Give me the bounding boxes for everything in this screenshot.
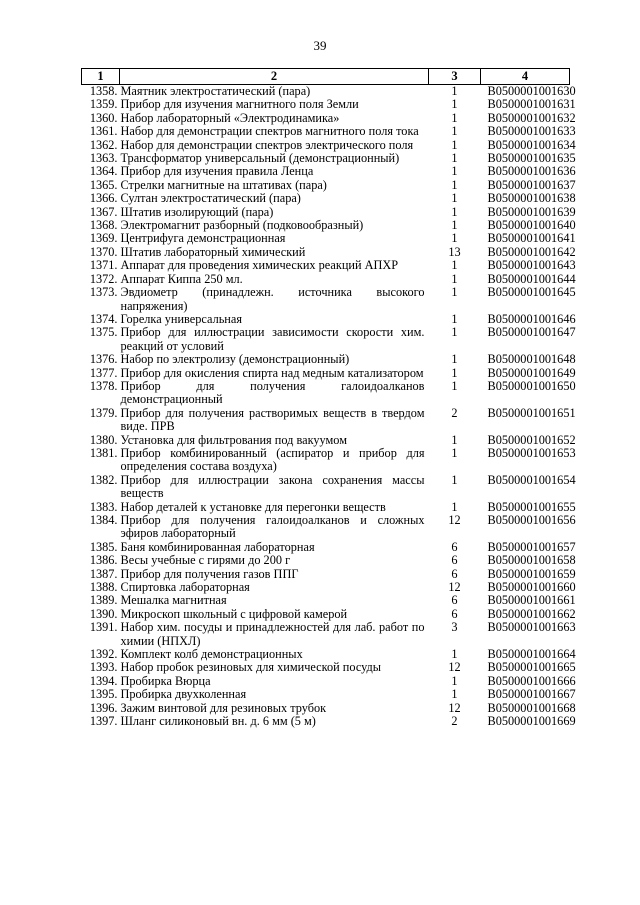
item-quantity: 1 xyxy=(451,499,458,514)
table-row xyxy=(82,219,570,232)
item-number: 1397. xyxy=(89,714,118,729)
item-number: 1390. xyxy=(89,606,118,621)
item-number: 1392. xyxy=(89,647,118,662)
item-quantity: 13 xyxy=(448,244,461,259)
item-number: 1388. xyxy=(89,580,118,595)
item-code: B0500001001634 xyxy=(487,137,576,152)
table-row xyxy=(82,326,570,353)
item-name: Стрелки магнитные на штативах (пара) xyxy=(120,177,327,192)
item-name: Прибор для изучения правила Ленца xyxy=(120,164,314,179)
item-code: B0500001001633 xyxy=(487,124,576,139)
item-code: B0500001001632 xyxy=(487,110,576,125)
item-quantity: 1 xyxy=(451,218,458,233)
item-number: 1385. xyxy=(89,539,118,554)
item-code: B0500001001660 xyxy=(487,580,576,595)
item-code: B0500001001645 xyxy=(487,285,576,300)
item-name: Микроскоп школьный с цифровой камерой xyxy=(120,606,348,621)
item-quantity: 1 xyxy=(451,325,458,340)
item-number: 1358. xyxy=(89,84,118,98)
item-code: B0500001001646 xyxy=(487,311,576,326)
item-code: B0500001001638 xyxy=(487,191,576,206)
item-quantity: 1 xyxy=(451,673,458,688)
item-code: B0500001001641 xyxy=(487,231,576,246)
item-code: B0500001001668 xyxy=(487,700,576,715)
header-row xyxy=(82,69,570,85)
inventory-table xyxy=(81,68,576,729)
item-quantity: 1 xyxy=(451,191,458,206)
item-quantity: 1 xyxy=(451,271,458,286)
item-quantity: 1 xyxy=(451,432,458,447)
table-row xyxy=(82,568,570,581)
item-code: B0500001001658 xyxy=(487,553,576,568)
item-name: Набор пробок резиновых для химической посуды xyxy=(120,660,382,675)
item-quantity: 1 xyxy=(451,258,458,273)
item-number: 1367. xyxy=(89,204,118,219)
table-row xyxy=(82,85,570,99)
item-code: B0500001001661 xyxy=(487,593,576,608)
table-row xyxy=(82,353,570,366)
table-row xyxy=(82,367,570,380)
table-row xyxy=(82,232,570,245)
column-header-code: 4 xyxy=(481,69,570,85)
item-name: Электромагнит разборный (подковообразный) xyxy=(120,218,364,233)
item-code: B0500001001666 xyxy=(487,673,576,688)
item-quantity: 1 xyxy=(451,352,458,367)
table-header xyxy=(82,69,570,85)
item-name: Прибор для получения галоидоалканов и сложных эфиров лабораторный xyxy=(120,513,425,541)
item-quantity: 1 xyxy=(451,97,458,112)
item-number: 1383. xyxy=(89,499,118,514)
item-code: B0500001001631 xyxy=(487,97,576,112)
item-name: Шланг силиконовый вн. д. 6 мм (5 м) xyxy=(120,714,316,729)
table-row xyxy=(82,192,570,205)
table-row xyxy=(82,501,570,514)
item-name: Пробирка Вюрца xyxy=(120,673,211,688)
item-quantity: 6 xyxy=(451,606,458,621)
table-row xyxy=(82,648,570,661)
item-number: 1396. xyxy=(89,700,118,715)
table-row xyxy=(82,474,570,501)
item-name: Прибор для иллюстрации зависимости скорости хим. реакций от условий xyxy=(120,325,425,353)
item-number: 1373. xyxy=(89,285,118,300)
item-name: Штатив лабораторный химический xyxy=(120,244,306,259)
item-quantity: 1 xyxy=(451,647,458,662)
item-number: 1380. xyxy=(89,432,118,447)
item-name: Прибор для окисления спирта над медным катализатором xyxy=(120,365,424,380)
item-code: B0500001001654 xyxy=(487,472,576,487)
item-number: 1363. xyxy=(89,151,118,166)
item-code: B0500001001649 xyxy=(487,365,576,380)
table-row xyxy=(82,541,570,554)
item-number: 1391. xyxy=(89,620,118,635)
item-name: Аппарат Киппа 250 мл. xyxy=(120,271,243,286)
table-row xyxy=(82,514,570,541)
item-code: B0500001001644 xyxy=(487,271,576,286)
table-row xyxy=(82,447,570,474)
item-number: 1361. xyxy=(89,124,118,139)
item-number: 1371. xyxy=(89,258,118,273)
table-row xyxy=(82,112,570,125)
item-quantity: 2 xyxy=(451,405,458,420)
item-code: B0500001001648 xyxy=(487,352,576,367)
item-quantity: 1 xyxy=(451,687,458,702)
item-code: B0500001001639 xyxy=(487,204,576,219)
item-name: Прибор комбинированный (аспиратор и прибор для определения состава воздуха) xyxy=(120,445,425,474)
item-name: Установка для фильтрования под вакуумом xyxy=(120,432,348,447)
item-name: Набор для демонстрации спектров электрического поля xyxy=(120,137,414,152)
table-row xyxy=(82,661,570,674)
item-quantity: 1 xyxy=(451,177,458,192)
item-number: 1365. xyxy=(89,177,118,192)
item-quantity: 6 xyxy=(451,593,458,608)
table-row xyxy=(82,688,570,701)
item-code: B0500001001659 xyxy=(487,566,576,581)
item-code: B0500001001652 xyxy=(487,432,576,447)
item-number: 1359. xyxy=(89,97,118,112)
item-name: Зажим винтовой для резиновых трубок xyxy=(120,700,327,715)
item-code: B0500001001665 xyxy=(487,660,576,675)
item-name: Мешалка магнитная xyxy=(120,593,227,608)
item-name: Пробирка двухколенная xyxy=(120,687,247,702)
item-number: 1382. xyxy=(89,472,118,487)
item-number: 1386. xyxy=(89,553,118,568)
table-row xyxy=(82,246,570,259)
item-quantity: 12 xyxy=(448,580,461,595)
item-quantity: 12 xyxy=(448,660,461,675)
item-name: Султан электростатический (пара) xyxy=(120,191,301,206)
item-code: B0500001001636 xyxy=(487,164,576,179)
item-name: Прибор для получения галоидоалканов демонстрационный xyxy=(120,378,425,407)
item-number: 1364. xyxy=(89,164,118,179)
table-row xyxy=(82,313,570,326)
item-quantity: 1 xyxy=(451,285,458,300)
item-number: 1362. xyxy=(89,137,118,152)
item-number: 1377. xyxy=(89,365,118,380)
item-number: 1381. xyxy=(89,445,118,460)
item-name: Центрифуга демонстрационная xyxy=(120,231,286,246)
item-number: 1393. xyxy=(89,660,118,675)
item-name: Прибор для иллюстрации закона сохранения массы веществ xyxy=(120,472,425,501)
item-name: Штатив изолирующий (пара) xyxy=(120,204,274,219)
item-number: 1379. xyxy=(89,405,118,420)
item-quantity: 1 xyxy=(451,84,458,98)
item-name: Прибор для изучения магнитного поля Земли xyxy=(120,97,359,112)
item-code: B0500001001664 xyxy=(487,647,576,662)
item-number: 1370. xyxy=(89,244,118,259)
table-row xyxy=(82,98,570,111)
item-code: B0500001001630 xyxy=(487,84,576,98)
table-row xyxy=(82,152,570,165)
table-row xyxy=(82,259,570,272)
item-quantity: 1 xyxy=(451,365,458,380)
item-name: Весы учебные с гирями до 200 г xyxy=(120,553,291,568)
item-number: 1374. xyxy=(89,311,118,326)
item-code: B0500001001642 xyxy=(487,244,576,259)
item-name: Баня комбинированная лабораторная xyxy=(120,539,315,554)
item-name: Набор деталей к установке для перегонки веществ xyxy=(120,499,386,514)
item-quantity: 12 xyxy=(448,700,461,715)
item-name: Маятник электростатический (пара) xyxy=(120,84,311,98)
item-number: 1394. xyxy=(89,673,118,688)
item-quantity: 1 xyxy=(451,137,458,152)
column-header-quantity: 3 xyxy=(429,69,481,85)
item-quantity: 1 xyxy=(451,164,458,179)
table-row xyxy=(82,715,570,728)
item-name: Эвдиометр (принадлежн. источника высокого напряжения) xyxy=(120,285,425,313)
item-code: B0500001001637 xyxy=(487,177,576,192)
table-row xyxy=(82,621,570,648)
item-code: B0500001001663 xyxy=(487,620,576,635)
item-number: 1376. xyxy=(89,352,118,367)
item-code: B0500001001656 xyxy=(487,513,576,527)
table-row xyxy=(82,675,570,688)
item-code: B0500001001657 xyxy=(487,539,576,554)
item-code: B0500001001667 xyxy=(487,687,576,702)
item-quantity: 6 xyxy=(451,553,458,568)
column-header-number: 1 xyxy=(82,69,120,85)
item-number: 1369. xyxy=(89,231,118,246)
table-row xyxy=(82,407,570,434)
item-number: 1375. xyxy=(89,325,118,340)
item-name: Спиртовка лабораторная xyxy=(120,580,250,595)
table-row xyxy=(82,380,570,407)
table-body xyxy=(82,84,576,729)
item-name: Прибор для получения газов ППГ xyxy=(120,566,299,581)
table-row xyxy=(82,206,570,219)
item-code: B0500001001669 xyxy=(487,714,576,729)
item-name: Аппарат для проведения химических реакций АПХР xyxy=(120,258,399,273)
item-number: 1378. xyxy=(89,378,118,393)
item-number: 1384. xyxy=(89,513,118,527)
table-row xyxy=(82,581,570,594)
item-code: B0500001001635 xyxy=(487,151,576,166)
item-number: 1389. xyxy=(89,593,118,608)
item-code: B0500001001647 xyxy=(487,325,576,340)
item-quantity: 3 xyxy=(451,620,458,635)
table-row xyxy=(82,608,570,621)
item-number: 1366. xyxy=(89,191,118,206)
table-row xyxy=(82,273,570,286)
item-name: Набор по электролизу (демонстрационный) xyxy=(120,352,350,367)
item-name: Набор для демонстрации спектров магнитного поля тока xyxy=(120,124,419,139)
table-row xyxy=(82,554,570,567)
item-quantity: 2 xyxy=(451,714,458,729)
item-quantity: 1 xyxy=(451,445,458,460)
page-number: 39 xyxy=(313,38,327,53)
table-row xyxy=(82,702,570,715)
item-quantity: 6 xyxy=(451,566,458,581)
item-quantity: 1 xyxy=(451,472,458,487)
table-row xyxy=(82,165,570,178)
item-code: B0500001001653 xyxy=(487,445,576,460)
item-quantity: 1 xyxy=(451,311,458,326)
table-row xyxy=(82,179,570,192)
table-row xyxy=(82,434,570,447)
item-quantity: 1 xyxy=(451,124,458,139)
item-code: B0500001001643 xyxy=(487,258,576,273)
item-name: Трансформатор универсальный (демонстрационный) xyxy=(120,151,400,166)
item-quantity: 12 xyxy=(448,513,461,527)
table-row xyxy=(82,594,570,607)
item-number: 1395. xyxy=(89,687,118,702)
item-name: Набор хим. посуды и принадлежностей для лаб. работ по химии (НПХЛ) xyxy=(120,620,425,648)
item-quantity: 1 xyxy=(451,151,458,166)
item-quantity: 6 xyxy=(451,539,458,554)
item-name: Горелка универсальная xyxy=(120,311,243,326)
item-quantity: 1 xyxy=(451,231,458,246)
item-number: 1387. xyxy=(89,566,118,581)
table-row xyxy=(82,139,570,152)
item-number: 1372. xyxy=(89,271,118,286)
item-code: B0500001001662 xyxy=(487,606,576,621)
item-number: 1368. xyxy=(89,218,118,233)
item-quantity: 1 xyxy=(451,204,458,219)
item-name: Прибор для получения растворимых веществ в твердом виде. ПРВ xyxy=(120,405,425,434)
item-code: B0500001001651 xyxy=(487,405,576,420)
item-code: B0500001001640 xyxy=(487,218,576,233)
table-row xyxy=(82,125,570,138)
item-name: Комплект колб демонстрационных xyxy=(120,647,303,662)
item-code: B0500001001655 xyxy=(487,499,576,514)
item-code: B0500001001650 xyxy=(487,378,576,393)
item-name: Набор лабораторный «Электродинамика» xyxy=(120,110,340,125)
item-number: 1360. xyxy=(89,110,118,125)
item-quantity: 1 xyxy=(451,110,458,125)
column-header-name: 2 xyxy=(120,69,429,85)
table-row xyxy=(82,286,570,313)
item-quantity: 1 xyxy=(451,378,458,393)
